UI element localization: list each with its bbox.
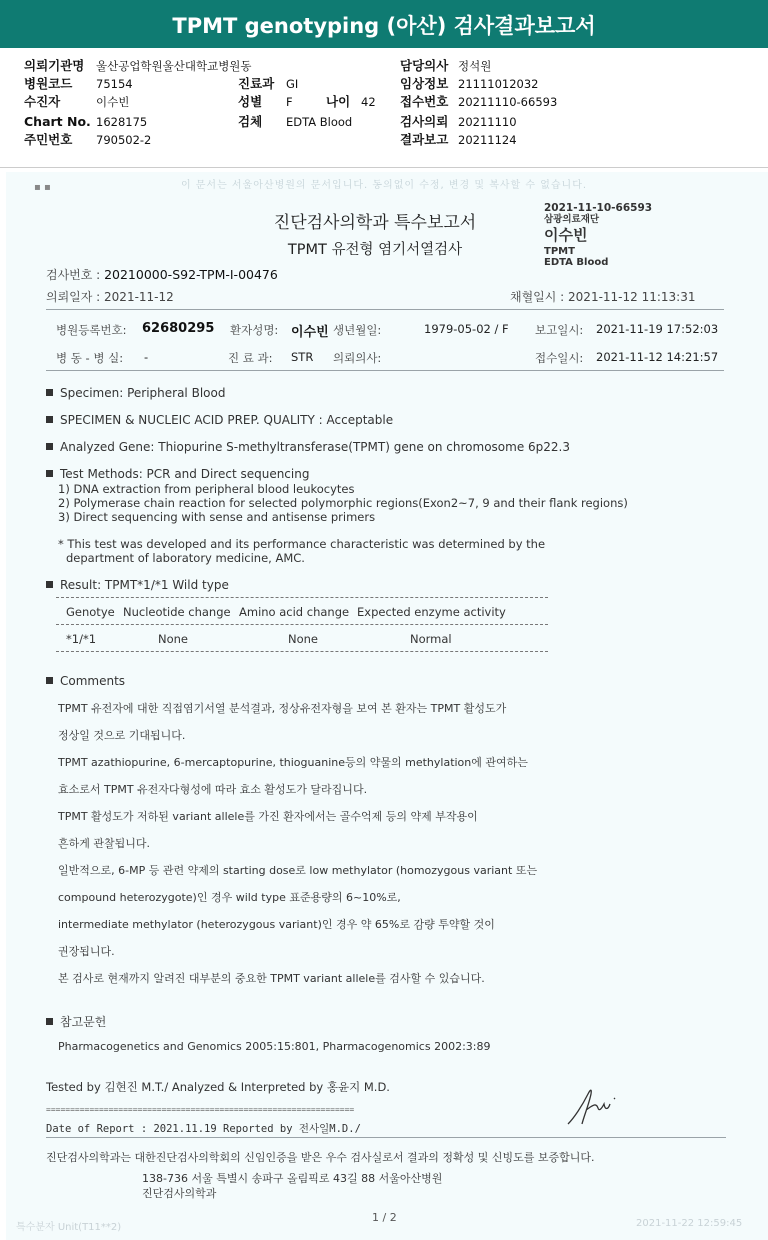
bullet-square [46,581,53,588]
page-number: 1 / 2 [372,1211,397,1224]
comment-line: 본 검사로 현재까지 알려진 대부분의 중요한 TPMT variant allele를 검사할 수 있습니다. [58,972,485,985]
reg-no-label: 병원등록번호: [56,323,127,337]
divider [46,309,724,310]
bullet-square [46,389,53,396]
methods-title: Test Methods: PCR and Direct sequencing [60,467,310,481]
dashed-divider [56,597,548,598]
references-title: 참고문헌 [60,1015,107,1029]
dob-value: 1979-05-02 / F [424,322,509,336]
info-value-accession: 20211110-66593 [458,95,558,109]
result-genotype: *1/*1 [66,632,97,646]
info-row-1 [0,57,768,75]
lab-stamp [544,203,684,268]
report-date-value: 2021-11-19 17:52:03 [596,322,719,336]
info-value-chart: 1628175 [96,115,148,129]
specimen-line [46,386,225,400]
report-date-label: 보고일시: [535,323,584,337]
info-value-age: 42 [361,95,376,109]
info-label-result-report: 결과보고 [400,132,449,147]
order-info-panel [0,48,768,168]
info-label-doctor: 담당의사 [400,58,449,73]
info-label-accession: 접수번호 [400,94,449,109]
exam-number [46,266,278,283]
info-label-age: 나이 [326,94,351,109]
collect-date: 채혈일시 : 2021-11-12 11:13:31 [510,290,696,304]
dept-value: STR [291,350,314,364]
info-label-resident-no: 주민번호 [24,132,73,147]
exam-number-value: 20210000-S92-TPM-I-00476 [104,267,278,282]
result-amino: None [288,632,319,646]
info-value-result-report: 20211124 [458,133,517,147]
ward-label: 병 동 - 병 실: [56,351,124,365]
info-label-chart: Chart No. [24,114,91,129]
bullet-square [46,443,53,450]
dob-label: 생년월일: [333,323,382,337]
info-label-specimen: 검체 [238,114,263,129]
methods-line [46,467,309,481]
footer-unit: 특수분자 Unit(T11**2) [16,1222,122,1233]
scan-dots: ▪ ▪ [34,182,51,193]
bullet-square [46,1018,53,1025]
comment-line: compound heterozygote)인 경우 wild type 표준용량의 6~10%로, [58,891,401,904]
receipt-date-value: 2021-11-12 14:21:57 [596,350,719,364]
ward-value: - [144,350,149,364]
info-row-4 [0,113,768,131]
info-value-doctor: 정석원 [458,59,492,73]
request-date: 의뢰일자 : 2021-11-12 [46,290,174,304]
result-header-enzyme: Expected enzyme activity [357,605,506,619]
info-value-patient: 이수빈 [96,95,130,109]
comment-line: TPMT azathiopurine, 6-mercaptopurine, thioguanine등의 약물의 methylation에 관여하는 [58,756,528,769]
comment-line: 정상일 것으로 기대됩니다. [58,729,186,742]
info-label-sex: 성별 [238,94,263,109]
method-note: * This test was developed and its performance characteristic was determined by the [58,537,546,551]
result-text: Result: TPMT*1/*1 Wild type [60,578,229,592]
comment-line: intermediate methylator (heterozygous variant)인 경우 약 65%로 감량 투약할 것이 [58,918,495,931]
info-value-request: 20211110 [458,115,517,129]
equals-separator: ================================================================ [46,1105,355,1114]
info-row-3 [0,93,768,111]
stamp-lab: 삼광의료재단 [544,213,600,225]
result-header-amino: Amino acid change [239,605,350,619]
result-enzyme: Normal [410,632,452,646]
method-step: 3) Direct sequencing with sense and antisense primers [58,510,376,524]
stamp-patient-name: 이수빈 [544,226,588,244]
certification-text: 진단검사의학과는 대한진단검사의학회의 신임인증을 받은 우수 검사실로서 결과의 정확성 및 신빙도를 보증합니다. [46,1151,595,1164]
result-header-nucleotide: Nucleotide change [123,605,231,619]
signature-icon [566,1084,626,1128]
info-label-patient: 수진자 [24,94,61,109]
footer-timestamp: 2021-11-22 12:59:45 [636,1218,743,1229]
patient-name-label: 환자성명: [230,323,279,337]
method-step: 2) Polymerase chain reaction for selected polymorphic regions(Exon2~7, 9 and their flank regions) [58,496,628,510]
reg-no-value: 62680295 [142,321,215,336]
comment-line: 흔하게 관찰됩니다. [58,837,151,850]
date-of-report: Date of Report : 2021.11.19 Reported by 전사일M.D./ [46,1123,361,1135]
comment-line: TPMT 활성도가 저하된 variant allele를 가진 환자에서는 골수억제 등의 약제 부작용이 [58,810,478,823]
divider [46,1137,726,1138]
info-value-hospital-code: 75154 [96,77,133,91]
dept-label: 진 료 과: [228,351,273,365]
info-label-institution: 의뢰기관명 [24,58,85,73]
references-text: Pharmacogenetics and Genomics 2005:15:801, Pharmacogenomics 2002:3:89 [58,1040,491,1053]
method-note: department of laboratory medicine, AMC. [66,551,305,565]
report-heading: 진단검사의학과 특수보고서 [273,213,477,233]
gene-line [46,440,570,454]
info-value-institution: 울산공업학원울산대학교병원동 [96,59,252,73]
bullet-square [46,470,53,477]
gene-text: Analyzed Gene: Thiopurine S-methyltransferase(TPMT) gene on chromosome 6p22.3 [60,440,570,454]
comment-line: 일반적으로, 6-MP 등 관련 약제의 starting dose로 low methylator (homozygous variant 또는 [58,864,538,877]
watermark-text: 이 문서는 서울아산병원의 문서입니다. 동의없이 수정, 변경 및 복사할 수 없습니다. [180,180,588,191]
result-nucleotide: None [158,632,189,646]
address-dept: 진단검사의학과 [142,1187,217,1200]
info-row-2 [0,75,768,93]
quality-line [46,413,393,427]
comments-title: Comments [60,674,126,688]
comment-line: TPMT 유전자에 대한 직접염기서열 분석결과, 정상유전자형을 보여 본 환자는 TPMT 활성도가 [58,702,507,715]
report-subheading: TPMT 유전형 염기서열검사 [287,242,463,258]
comment-line: 권장됩니다. [58,945,115,958]
quality-text: SPECIMEN & NUCLEIC ACID PREP. QUALITY : Acceptable [60,413,394,427]
info-row-5 [0,131,768,149]
stamp-test: TPMT [544,246,575,257]
tested-by: Tested by 김현진 M.T./ Analyzed & Interpreted by 홍윤지 M.D. [46,1080,390,1094]
receipt-date-label: 접수일시: [535,351,584,365]
info-value-specimen: EDTA Blood [286,115,353,129]
comment-line: 효소로서 TPMT 유전자다형성에 따라 효소 활성도가 달라집니다. [58,783,368,796]
bullet-square [46,677,53,684]
stamp-accession: 2021-11-10-66593 [544,202,653,214]
ordering-doctor-label: 의뢰의사: [333,351,382,365]
specimen-text: Specimen: Peripheral Blood [60,386,226,400]
info-value-sex: F [286,95,293,109]
method-step: 1) DNA extraction from peripheral blood leukocytes [58,482,355,496]
exam-number-label: 검사번호 : [46,268,101,282]
info-value-dept: GI [286,77,299,91]
divider [46,370,724,371]
dashed-divider [56,651,548,652]
stamp-specimen: EDTA Blood [544,257,609,268]
info-label-dept: 진료과 [238,76,275,91]
references-heading [46,1013,106,1030]
info-value-clinical: 21111012032 [458,77,539,91]
comments-heading [46,674,125,688]
info-label-clinical: 임상정보 [400,76,449,91]
patient-name-value: 이수빈 [291,325,329,340]
report-title-bar: TPMT genotyping (아산) 검사결과보고서 [0,0,768,48]
info-label-hospital-code: 병원코드 [24,76,73,91]
info-label-request: 검사의뢰 [400,114,449,129]
result-header-genotype: Genotye [66,605,115,619]
address-line: 138-736 서울 특별시 송파구 올림픽로 43길 88 서울아산병원 [142,1172,443,1185]
info-value-resident-no: 790502-2 [96,133,152,147]
dashed-divider [56,624,548,625]
result-line [46,578,229,592]
bullet-square [46,416,53,423]
